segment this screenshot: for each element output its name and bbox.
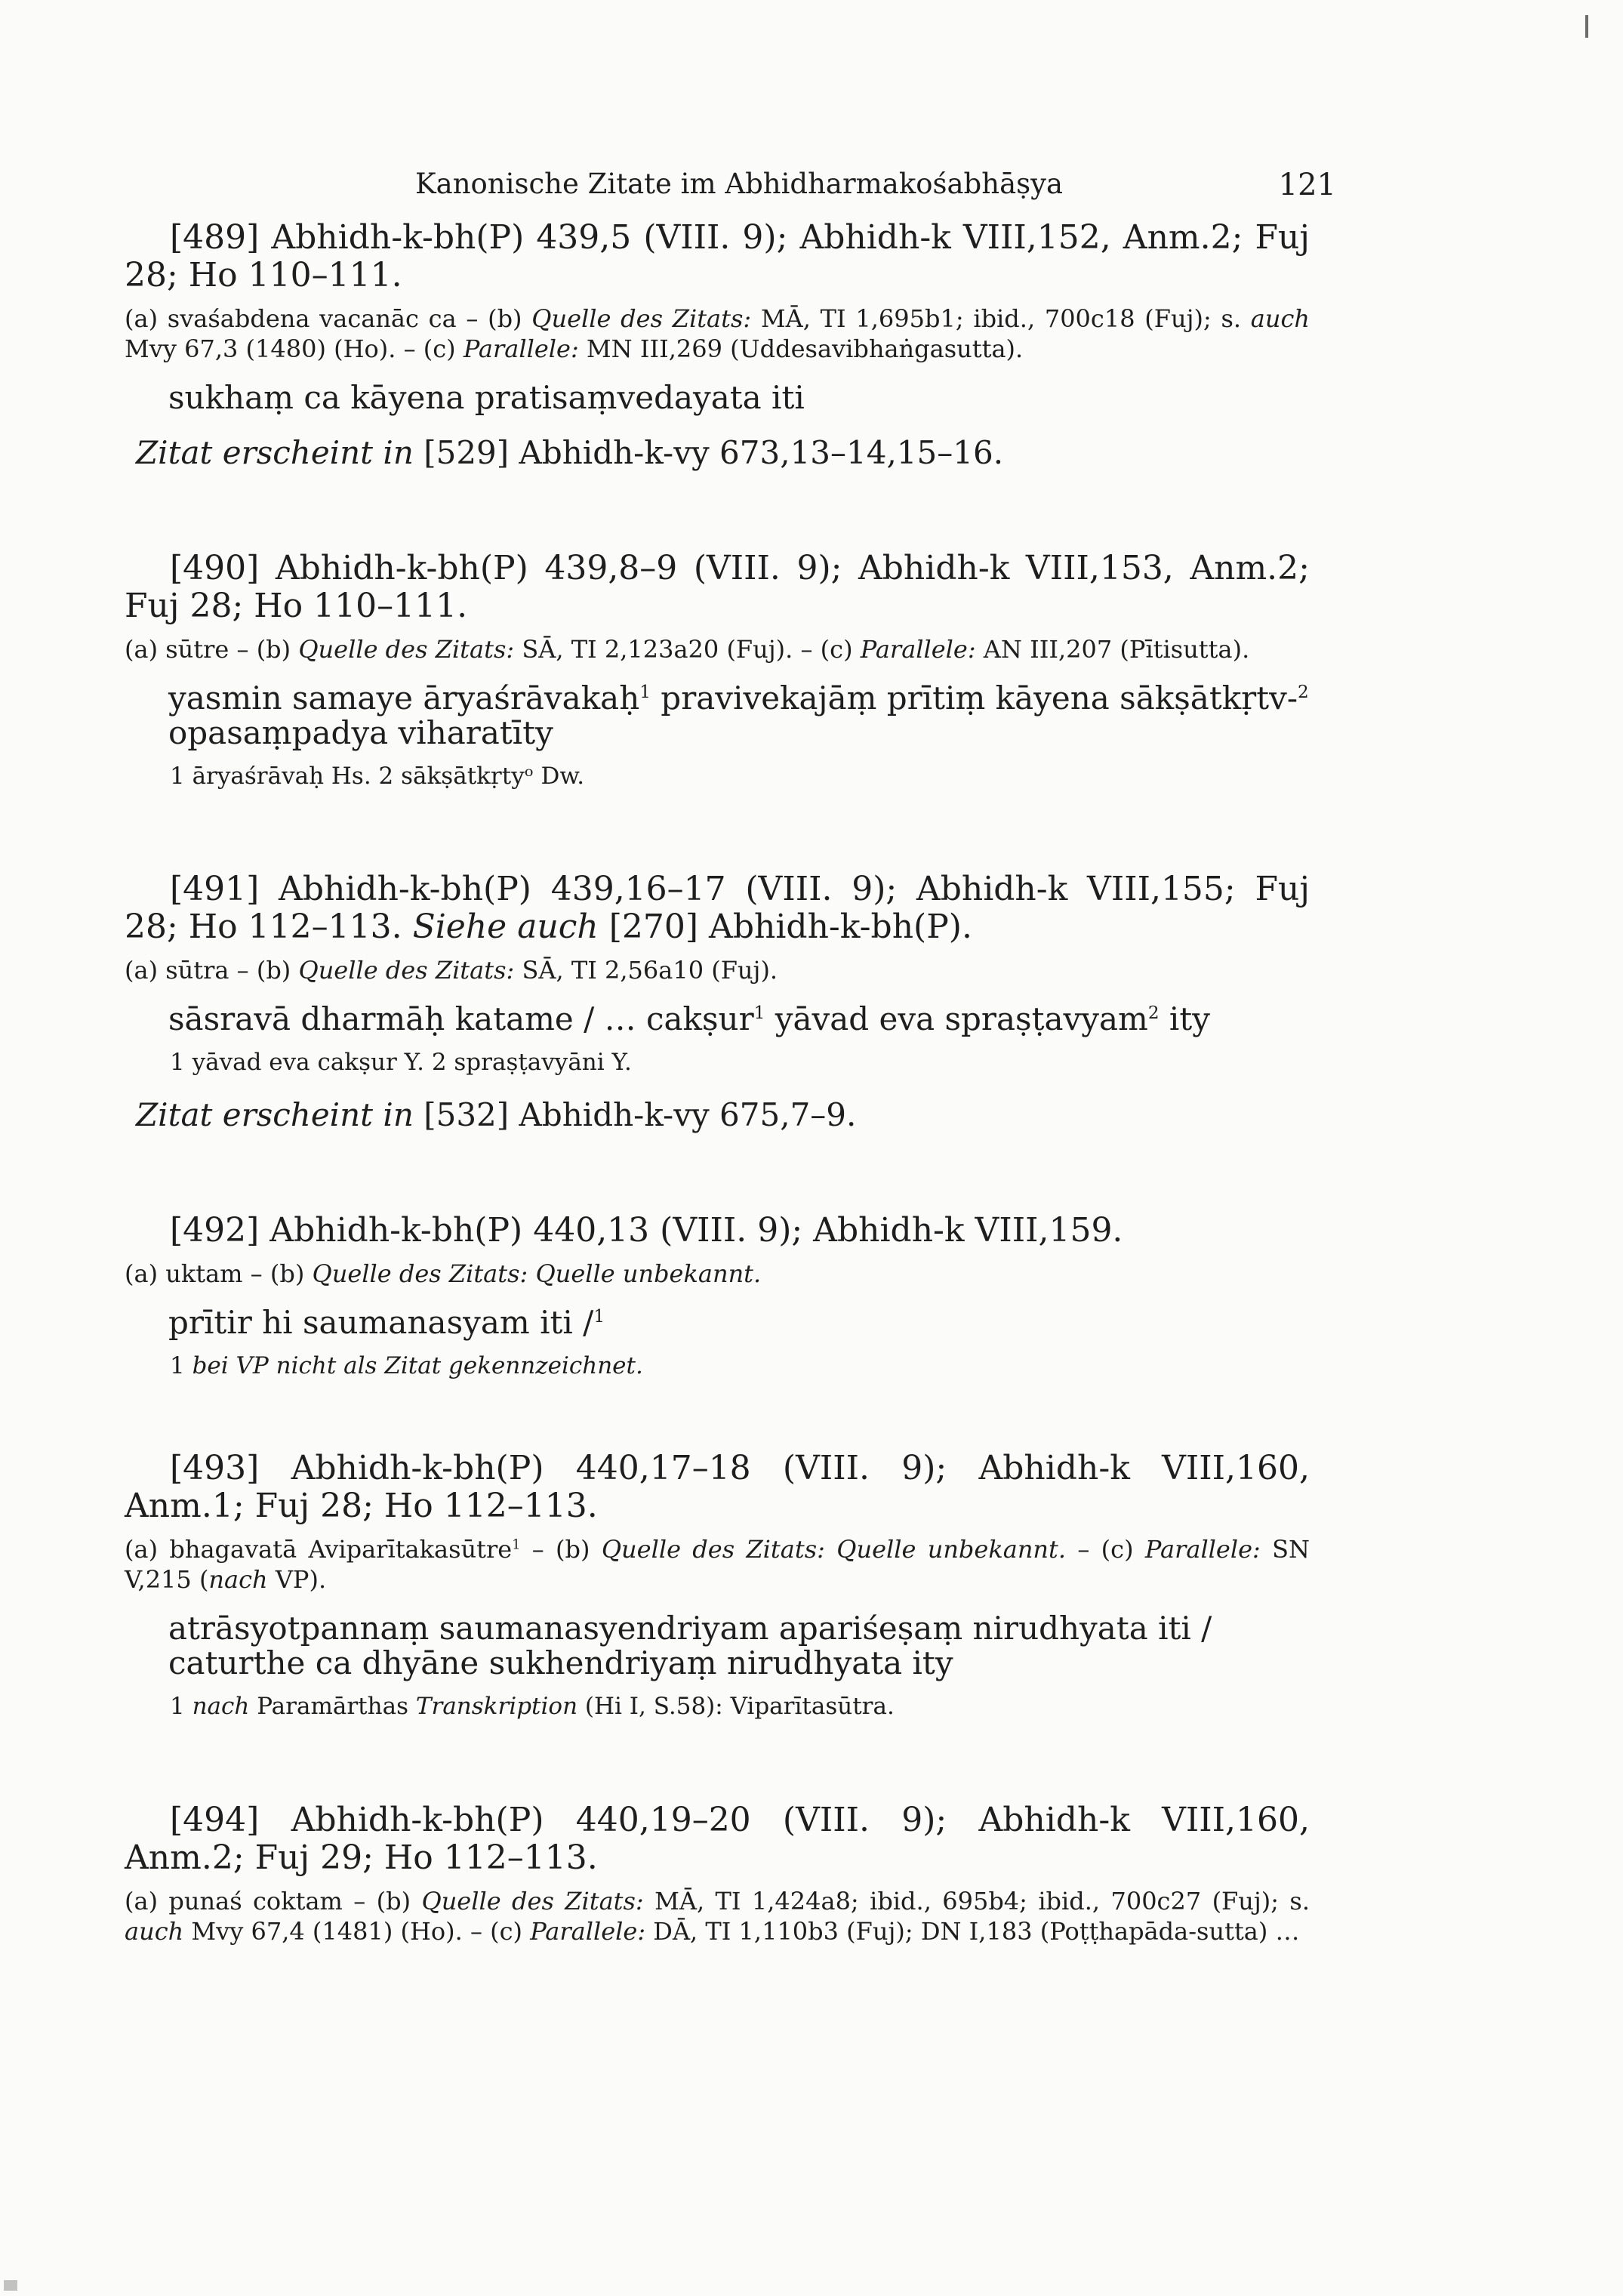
running-head bbox=[408, 168, 1336, 213]
cross-reference: Zitat erscheint in [529] Abhidh-k-vy 673,13–14,15–16. bbox=[136, 434, 1004, 471]
quotation: prītir hi saumanasyam iti /$^1$ bbox=[168, 1304, 605, 1341]
footnote: 1 yāvad eva cakṣur Y. 2 spraṣṭavyāni Y. bbox=[170, 1049, 632, 1076]
entry-heading: [490] Abhidh-k-bh(P) 439,8–9 (VIII. 9); Abhidh-k VIII,153, Anm.2; Fuj 28; Ho 110–111. bbox=[125, 549, 1310, 625]
entry-meta: (a) svaśabdena vacanāc ca – (b) Quelle des Zitats: MĀ, TI 1,695b1; ibid., 700c18 (Fuj); s. auch Mvy 67,3 (1480) (Ho). – (c) Parallele: MN III,269 (Uddesavibhaṅgasutta). bbox=[125, 304, 1310, 363]
footnote: 1 bei VP nicht als Zitat gekennzeichnet. bbox=[170, 1352, 643, 1379]
quotation: sāsravā dharmāḥ katame / … cakṣur$^1$ yāvad eva spraṣṭavyam$^2$ ity bbox=[168, 1000, 1210, 1037]
entry-490 bbox=[125, 550, 1310, 791]
footnote: 1 nach Paramārthas Transkription (Hi I, S.58): Viparītasūtra. bbox=[170, 1693, 895, 1720]
entry-heading: [489] Abhidh-k-bh(P) 439,5 (VIII. 9); Abhidh-k VIII,152, Anm.2; Fuj 28; Ho 110–111. bbox=[125, 218, 1310, 294]
entry-meta: (a) sūtre – (b) Quelle des Zitats: SĀ, TI 2,123a20 (Fuj). – (c) Parallele: AN III,207 (Pītisutta). bbox=[125, 635, 1250, 664]
entry-heading: [494] Abhidh-k-bh(P) 440,19–20 (VIII. 9); Abhidh-k VIII,160, Anm.2; Fuj 29; Ho 112–113. bbox=[125, 1801, 1310, 1877]
footnote: 1 āryaśrāvaḥ Hs. 2 sākṣātkṛtyᵒ Dw. bbox=[170, 763, 585, 790]
entry-heading: [492] Abhidh-k-bh(P) 440,13 (VIII. 9); Abhidh-k VIII,159. bbox=[170, 1211, 1123, 1250]
entry-494 bbox=[125, 1801, 1310, 1946]
entry-489 bbox=[125, 219, 1310, 471]
entry-meta: (a) punaś coktam – (b) Quelle des Zitats: MĀ, TI 1,424a8; ibid., 695b4; ibid., 700c27 (Fuj); s. auch Mvy 67,4 (1481) (Ho). – (c) Parallele: DĀ, TI 1,110b3 (Fuj); DN I,183 (Poṭṭhapāda-sutta) … bbox=[125, 1887, 1310, 1946]
entry-492 bbox=[125, 1212, 1310, 1381]
cross-reference: Zitat erscheint in [532] Abhidh-k-vy 675,7–9. bbox=[136, 1096, 857, 1133]
entry-meta: (a) bhagavatā Aviparītakasūtre$^1$ – (b) Quelle des Zitats: Quelle unbekannt. – (c) Parallele: SN V,215 (nach VP). bbox=[125, 1535, 1310, 1594]
entry-meta: (a) uktam – (b) Quelle des Zitats: Quelle unbekannt. bbox=[125, 1259, 762, 1288]
entry-491 bbox=[125, 871, 1310, 1133]
entry-493 bbox=[125, 1450, 1310, 1721]
entry-heading: [491] Abhidh-k-bh(P) 439,16–17 (VIII. 9); Abhidh-k VIII,155; Fuj 28; Ho 112–113. Siehe auch [270] Abhidh-k-bh(P). bbox=[125, 870, 1310, 946]
running-head-title: Kanonische Zitate im Abhidharmakośabhāṣya bbox=[415, 168, 1064, 200]
entry-meta: (a) sūtra – (b) Quelle des Zitats: SĀ, TI 2,56a10 (Fuj). bbox=[125, 956, 778, 985]
quotation: sukhaṃ ca kāyena pratisaṃvedayata iti bbox=[168, 379, 805, 416]
quotation: atrāsyotpannaṃ saumanasyendriyam apariśeṣaṃ nirudhyata iti / caturthe ca dhyāne sukhendriyaṃ nirudhyata ity bbox=[168, 1610, 1212, 1681]
page-number: 121 bbox=[1278, 168, 1336, 202]
quotation: yasmin samaye āryaśrāvakaḥ$^1$ pravivekajāṃ prītiṃ kāyena sākṣātkṛtv-$^2$ opasaṃpadya viharatīty bbox=[168, 680, 1309, 751]
scan-edge-mark bbox=[1585, 15, 1588, 38]
scan-speck bbox=[4, 2280, 17, 2291]
entry-heading: [493] Abhidh-k-bh(P) 440,17–18 (VIII. 9); Abhidh-k VIII,160, Anm.1; Fuj 28; Ho 112–113. bbox=[125, 1449, 1310, 1525]
